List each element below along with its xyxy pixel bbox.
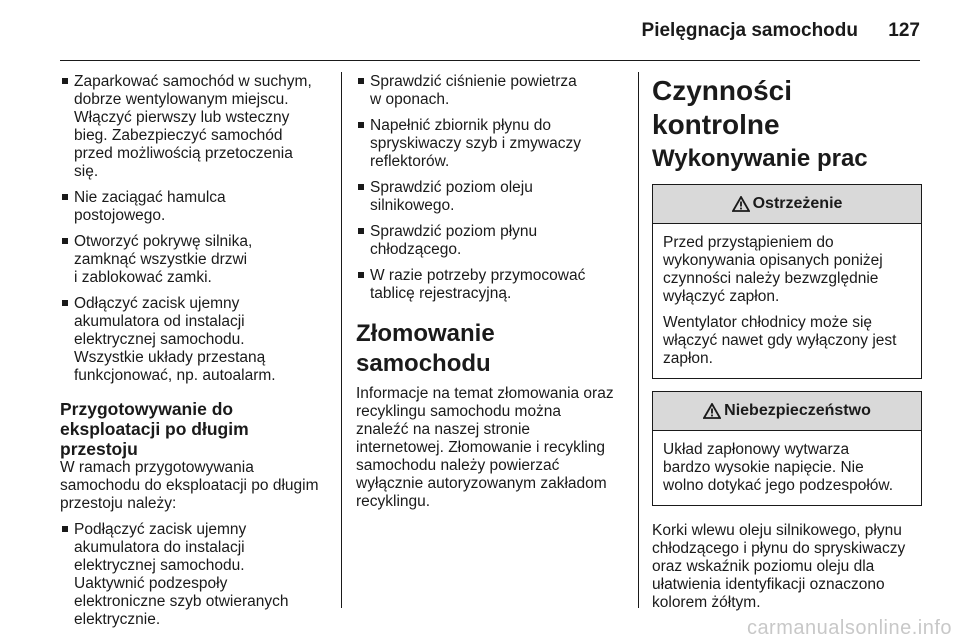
warning-body <box>653 224 921 378</box>
warning-header <box>653 185 921 224</box>
danger-header <box>653 392 921 431</box>
warning-triangle-icon <box>732 196 750 212</box>
list-item: Sprawdzić ciśnienie powietrza w oponach. <box>356 73 624 109</box>
column-middle <box>356 73 624 519</box>
scrapping-text: Informacje na temat złomowania oraz recyklingu samochodu można znaleźć na naszej stronie internetowej. Złomowanie i recykling samochodu należy powierzać wyłącznie autoryzowanym zakładom recyklingu. <box>356 385 614 510</box>
list-item: Zaparkować samochód w suchym, dobrze wentylowanym miejscu. Włączyć pierwszy lub wsteczny bieg. Zabezpieczyć samochód przed możliwością przetoczenia się. <box>60 73 328 181</box>
page-title: Pielęgnacja samochodu <box>641 20 858 41</box>
list-item: Nie zaciągać hamulca postojowego. <box>60 189 328 225</box>
danger-body <box>653 431 921 505</box>
checks-list <box>356 73 624 303</box>
storage-steps-list <box>60 73 328 385</box>
warning-text-2: Wentylator chłodnicy może się włączyć nawet gdy wyłączony jest zapłon. <box>663 314 897 367</box>
list-item: Podłączyć zacisk ujemny akumulatora do instalacji elektrycznej samochodu. Uaktywnić podzespoły elektroniczne szyb otwieranych elektrycznie. <box>60 521 328 629</box>
warning-triangle-icon <box>703 403 721 419</box>
danger-box <box>652 391 922 506</box>
page-number: 127 <box>888 20 920 41</box>
list-item: Odłączyć zacisk ujemny akumulatora od instalacji elektrycznej samochodu. Wszystkie układy przestaną funkcjonować, np. autoalarm. <box>60 295 328 385</box>
column-divider-1 <box>341 72 342 608</box>
list-item: W razie potrzeby przymocować tablicę rejestracyjną. <box>356 267 624 303</box>
danger-text: Układ zapłonowy wytwarza bardzo wysokie napięcie. Nie wolno dotykać jego podzespołów. <box>663 441 894 494</box>
list-item: Otworzyć pokrywę silnika, zamknąć wszystkie drzwi i zablokować zamki. <box>60 233 328 287</box>
watermark: carmanualsonline.info <box>746 617 952 639</box>
column-right <box>652 74 922 620</box>
list-item: Sprawdzić poziom płynu chłodzącego. <box>356 223 624 259</box>
section-heading-scrapping: Złomowanie samochodu <box>356 320 495 377</box>
recommissioning-steps-list <box>60 521 328 629</box>
warning-title: Ostrzeżenie <box>752 195 843 212</box>
list-item: Sprawdzić poziom oleju silnikowego. <box>356 179 624 215</box>
chapter-heading: Czynności kontrolne <box>652 75 793 140</box>
section-intro: W ramach przygotowywania samochodu do eksploatacji po długim przestoju należy: <box>60 459 319 512</box>
column-left <box>60 73 328 637</box>
list-item: Napełnić zbiornik płynu do spryskiwaczy szyb i zmywaczy reflektorów. <box>356 117 624 171</box>
warning-text-1: Przed przystąpieniem do wykonywania opisanych poniżej czynności należy bezwzględnie wyłączyć zapłon. <box>663 234 883 305</box>
column-divider-2 <box>638 72 639 608</box>
subchapter-heading: Wykonywanie prac <box>652 145 868 172</box>
warning-box <box>652 184 922 379</box>
page-header <box>60 0 920 61</box>
section-heading-recommissioning: Przygotowywanie do eksploatacji po długim przestoju <box>60 399 249 459</box>
danger-title: Niebezpieczeństwo <box>724 402 871 419</box>
fluid-caps-text: Korki wlewu oleju silnikowego, płynu chłodzącego i płynu do spryskiwaczy oraz wskaźnik poziomu oleju dla ułatwienia identyfikacji oznaczono kolorem żółtym. <box>652 522 906 611</box>
